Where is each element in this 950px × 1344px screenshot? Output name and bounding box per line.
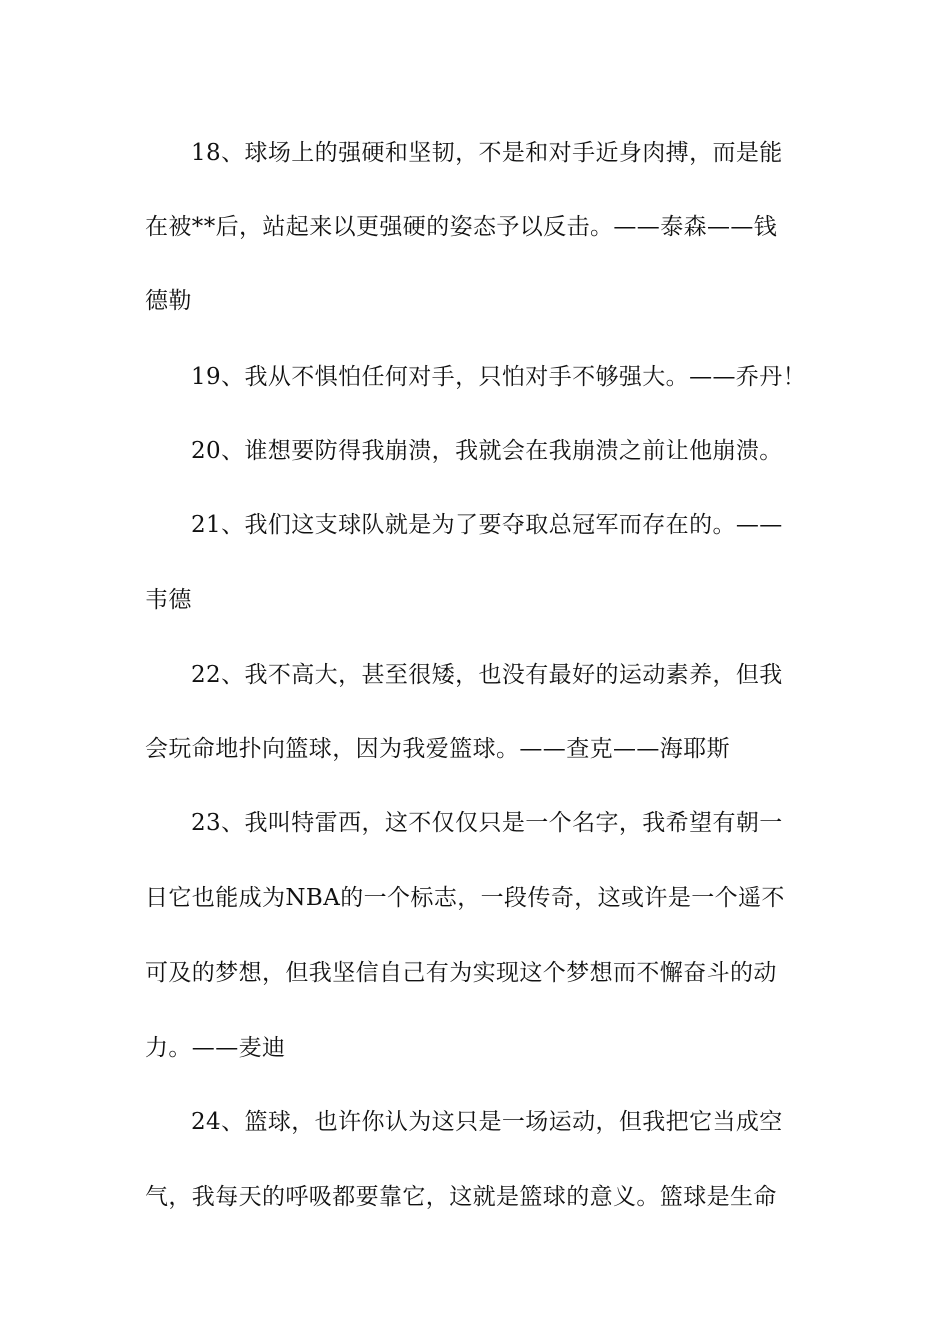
paragraph-19-line-1: 19、我从不惧怕任何对手，只怕对手不够强大。——乔丹！ <box>191 364 807 390</box>
paragraph-23-line-1: 23、我叫特雷西，这不仅仅只是一个名字，我希望有朝一 <box>191 810 783 836</box>
paragraph-18-line-3: 德勒 <box>145 288 192 314</box>
paragraph-24-line-1: 24、篮球，也许你认为这只是一场运动，但我把它当成空 <box>191 1109 783 1135</box>
paragraph-21-line-1: 21、我们这支球队就是为了要夺取总冠军而存在的。—— <box>191 512 783 538</box>
paragraph-22-line-2: 会玩命地扑向篮球，因为我爱篮球。——查克——海耶斯 <box>145 736 730 762</box>
paragraph-18-line-1: 18、球场上的强硬和坚韧，不是和对手近身肉搏，而是能 <box>191 140 783 166</box>
paragraph-23-line-2: 日它也能成为NBA的一个标志，一段传奇，这或许是一个遥不 <box>145 885 785 911</box>
paragraph-18-line-2: 在被**后，站起来以更强硬的姿态予以反击。——泰森——钱 <box>145 214 778 240</box>
paragraph-23-line-4: 力。——麦迪 <box>145 1035 286 1061</box>
paragraph-22-line-1: 22、我不高大，甚至很矮，也没有最好的运动素养，但我 <box>191 662 783 688</box>
paragraph-21-line-2: 韦德 <box>145 587 192 613</box>
paragraph-23-line-3: 可及的梦想，但我坚信自己有为实现这个梦想而不懈奋斗的动 <box>145 960 777 986</box>
paragraph-24-line-2: 气，我每天的呼吸都要靠它，这就是篮球的意义。篮球是生命 <box>145 1184 777 1210</box>
paragraph-20-line-1: 20、谁想要防得我崩溃，我就会在我崩溃之前让他崩溃。 <box>191 438 783 464</box>
